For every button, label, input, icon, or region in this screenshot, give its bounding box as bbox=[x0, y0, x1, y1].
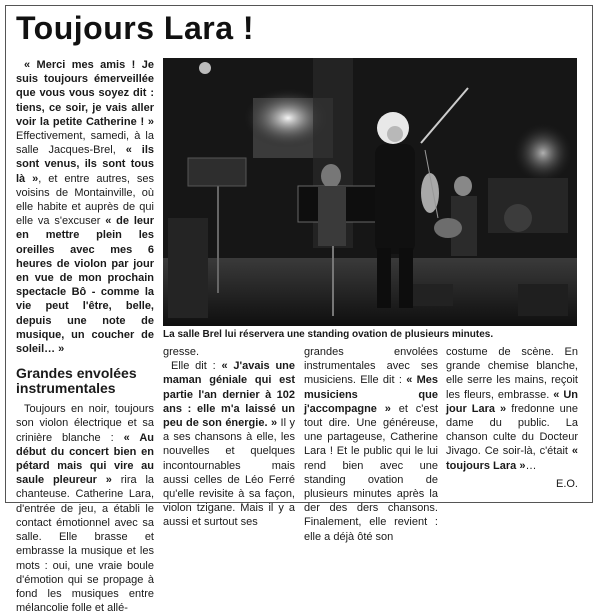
author-signature: E.O. bbox=[555, 477, 578, 490]
col4-text-3: … bbox=[525, 459, 537, 472]
body-text: Toujours en noir, toujours son violon électrique et sa crinière blanche : bbox=[16, 403, 154, 444]
col4-text: costume de scène. En grande chemise blanche, elle serre les mains, reçoit les fleurs, embrasse. bbox=[446, 346, 578, 401]
column-2 bbox=[163, 345, 295, 530]
body-text-2: rira la chanteuse. Catherine Lara, d'entrée de jeu, a établi le contact émotionnel avec sa salle. Elle brasse et embrasse la musique et les mots : oui, une vraie boule d'émotion qui se propage à fond les musiques entre mélancolie folle et allé- bbox=[16, 474, 154, 615]
concert-photo bbox=[163, 58, 577, 326]
col2-continuation: gresse. bbox=[163, 346, 200, 358]
col2-quote: « J'avais une maman géniale qui est partie l'an dernier à 102 ans : elle m'a laissé un peu de son énergie. » bbox=[163, 360, 296, 430]
subheading: Grandes envolées instrumentales bbox=[16, 365, 137, 397]
col3-text-2: et c'est tout dire. Une généreuse, une partageuse, Catherine Lara ! Et le public qui le lui rend bien avec une standing ovation de plusieurs minutes après la der des ders chansons. Finalement, elle revient : elle a déjà ôté son bbox=[304, 402, 438, 543]
intro-paragraph bbox=[16, 58, 154, 356]
col2-text: Elle dit : bbox=[171, 360, 222, 373]
concert-photo-image bbox=[163, 58, 577, 326]
photo-caption: La salle Brel lui réservera une standing ovation de plusieurs minutes. bbox=[163, 329, 494, 340]
intro-text-2: , et entre autres, ses voisins de Montainville, où elle habite et auprès de qui elle va s'excuser bbox=[16, 172, 154, 228]
body-quote: « Au début du concert bien en pétard mais qui vire au saule pleureur » bbox=[16, 431, 154, 487]
left-column bbox=[16, 58, 154, 615]
col3-text: grandes envolées instrumentales avec ses musiciens. Elle dit : bbox=[304, 346, 438, 387]
col4-text-2: fredonne une dame du public. La chanson culte du Docteur Jivago. Ce soir-là, c'était bbox=[446, 402, 578, 458]
intro-quote-2: « ils sont venus, ils sont tous là » bbox=[16, 144, 154, 185]
article-title: Toujours Lara ! bbox=[16, 10, 255, 46]
col2-paragraph bbox=[163, 359, 295, 529]
col4-quote: « Un jour Lara » bbox=[446, 388, 578, 415]
intro-quote-3: « de leur en mettre plein les oreilles avec mes 6 heures de violon par jour en vue de mon prochain spectacle Bô - comme la vie peut l'être, belle, depuis une note de musique, un coucher de soleil… » bbox=[16, 215, 154, 356]
intro-text: Effectivement, samedi, à la salle Jacques-Brel, bbox=[16, 130, 154, 157]
col4-paragraph bbox=[446, 345, 578, 473]
col3-quote: « Mes musiciens que j'accompagne » bbox=[304, 374, 439, 415]
col3-paragraph bbox=[304, 345, 438, 544]
column-4 bbox=[446, 345, 578, 491]
col2-text-2: Il y a ses chansons à elle, les nouvelles et quelques incontournables mais aussi celles de Léo Ferré qu'elle revisite à sa façon, violon tzigane. Mais il y a aussi et surtout ses bbox=[163, 417, 295, 529]
col4-quote-2: « toujours Lara » bbox=[446, 445, 578, 472]
column-3 bbox=[304, 345, 438, 544]
intro-quote: « Merci mes amis ! Je suis toujours émerveillée que vous vous soyez dit : tiens, ce soir, je vais aller voir la petite Catherine ! » bbox=[16, 59, 154, 128]
